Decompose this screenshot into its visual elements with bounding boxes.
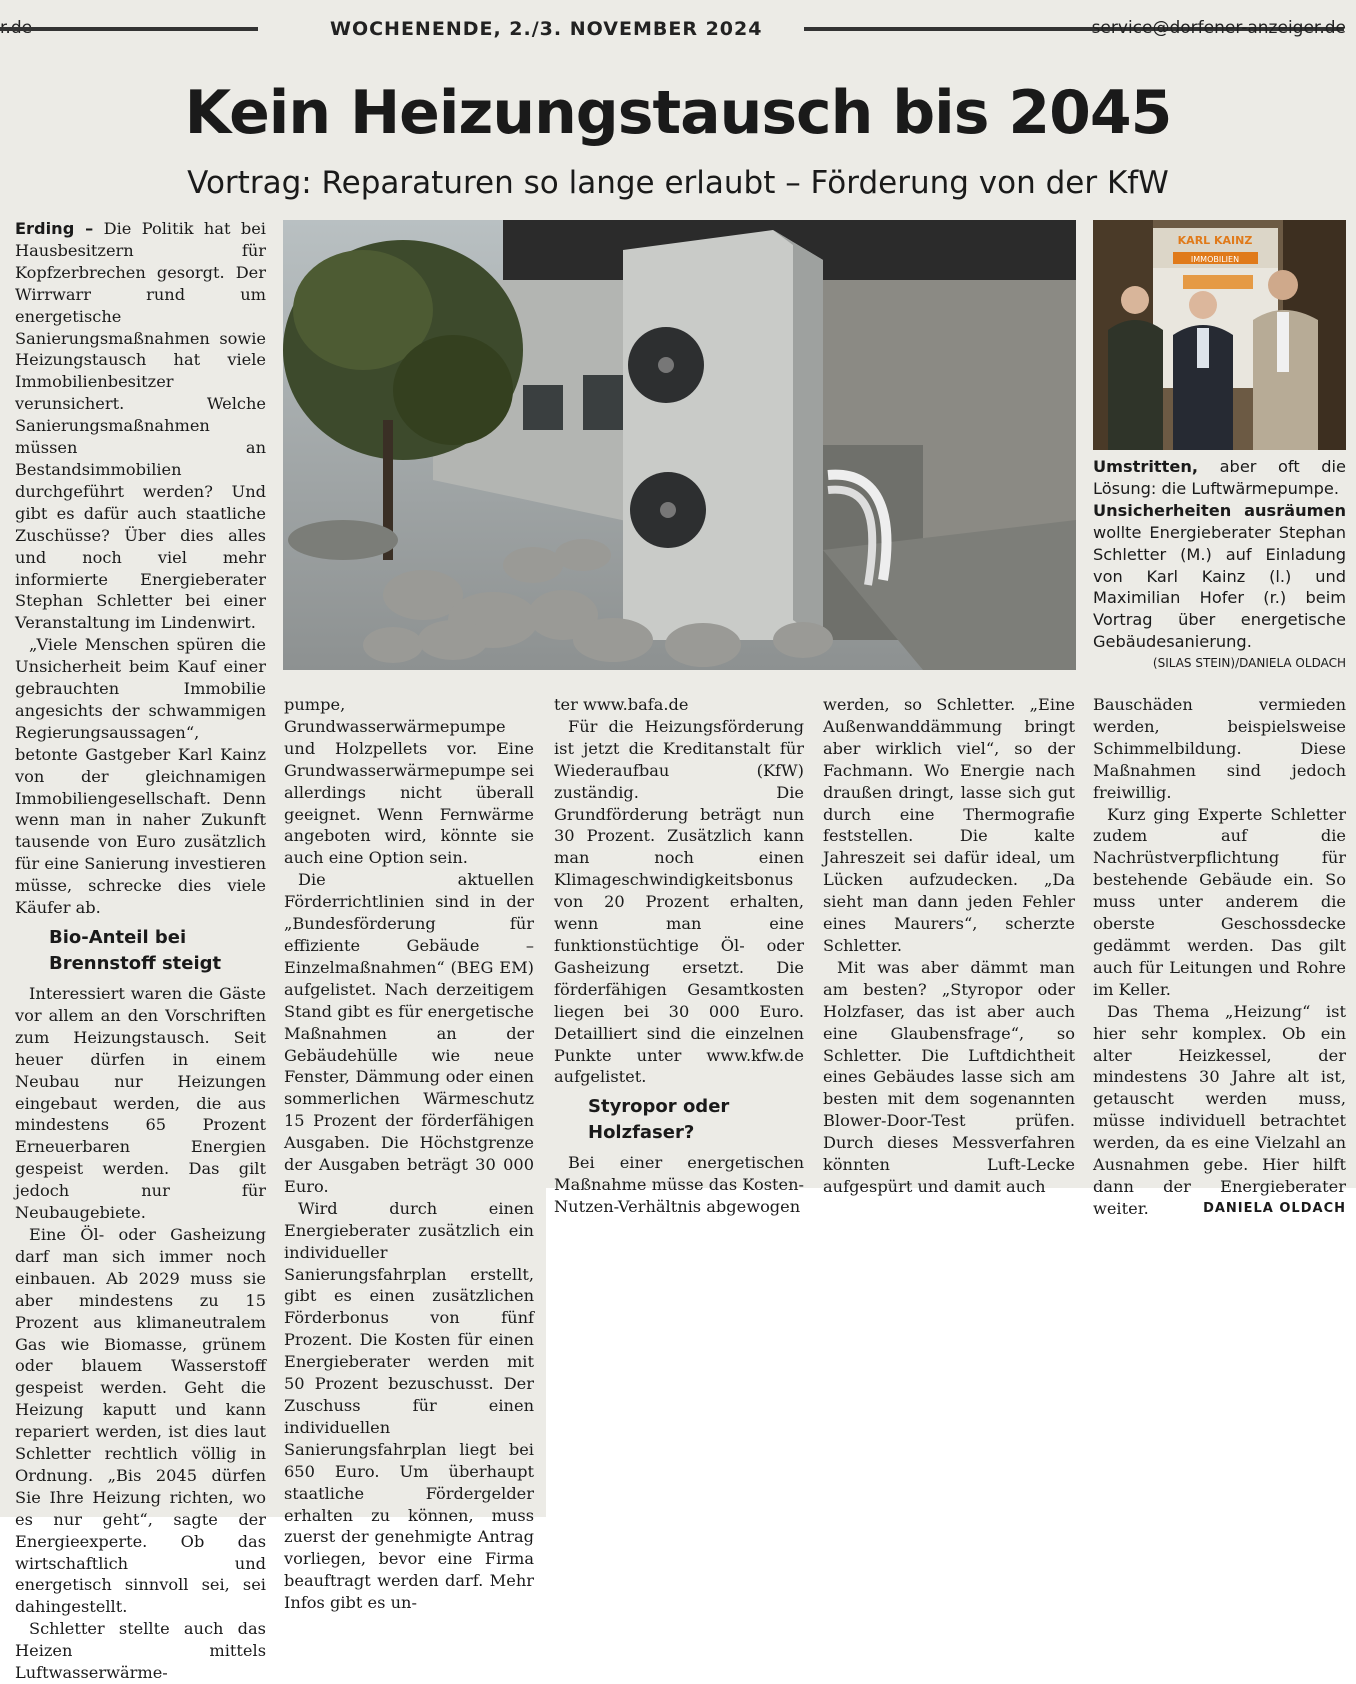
masthead-rule-left xyxy=(0,27,258,31)
column-4 xyxy=(823,694,1075,1198)
banner-line1: KARL KAINZ xyxy=(1177,234,1253,247)
caption-lead-2: Unsicherheiten ausräumen xyxy=(1093,500,1346,520)
caption-text-1: aber oft die Lösung: die Luftwärmepumpe. xyxy=(1093,457,1346,498)
col2-paragraph-3: Wird durch einen Energieberater zusätzlich ein individueller Sanierungsfahrplan erstellt, gibt es einen zusätzlichen Förderbonus von fünf Prozent. Die Kosten für einen Energieberater werden mit 50 Prozent bezuschusst. Der Zuschuss für einen individuellen Sanierungsfahrplan liegt bei 650 Euro. Um überhaupt staatliche Fördergelder erhalten zu können, muss zuerst der genehmigte Antrag vorliegen, bevor eine Firma beauftragt werden darf. Mehr Infos gibt es un- xyxy=(284,1198,534,1613)
subheading-styropor: Styropor oder Holzfaser? xyxy=(588,1096,730,1144)
author-byline: DANIELA OLDACH xyxy=(1203,1200,1346,1216)
col5-paragraph-3: Das Thema „Heizung“ ist hier sehr komplex. Ob ein alter Heizkessel, der mindestens 30 Jahre alt ist, getauscht werden muss, müsse individuell betrachtet werden, da es eine Vielzahl an Ausnahmen gebe. Hier hilft dann der Energieberater weiter. xyxy=(1093,1001,1346,1218)
masthead-email: service@dorfener-anzeiger.de xyxy=(1091,18,1346,38)
column-3 xyxy=(554,694,804,1218)
col3-paragraph-2: Für die Heizungsförderung ist jetzt die Kreditanstalt für Wiederaufbau (KfW) zuständig. Die Grundförderung beträgt nun 30 Prozent. Zusätzlich kann man noch einen Klimageschwindigkeitsbonus von 20 Prozent erhalten, wenn man eine funktionstüchtige Öl- oder Gasheizung ersetzt. Die förderfähigen Gesamtkosten liegen bei 30 000 Euro. Detailliert sind die einzelnen Punkte unter www.kfw.de aufgelistet. xyxy=(554,716,804,1087)
col3-paragraph-1: ter www.bafa.de xyxy=(554,695,689,714)
col1-paragraph-4: Eine Öl- oder Gasheizung darf man sich immer noch einbauen. Ab 2029 muss sie aber mindestens zu 15 Prozent aus klimaneutralem Gas wie Biomasse, grünem oder blauem Wasserstoff gespeist werden. Geht die Heizung kaputt und kann repariert werden, ist dies laut Schletter rechtlich völlig in Ordnung. „Bis 2045 dürfen Sie Ihre Heizung richten, wo es nur geht“, sagte der Energieexperte. Ob das wirtschaftlich und energetisch sinnvoll sei, sei dahingestellt. xyxy=(15,1224,266,1617)
col1-paragraph-2: „Viele Menschen spüren die Unsicherheit beim Kauf einer gebrauchten Immobilie angesichts der schwammigen Regierungsaussagen“, betonte Gastgeber Karl Kainz von der gleichnamigen Immobiliengesellschaft. Denn wenn man in naher Zukunft tausende von Euro zusätzlich für eine Sanierung investieren müsse, schrecke dies viele Käufer ab. xyxy=(15,635,266,918)
heat-pump-photo xyxy=(283,220,1076,670)
col1-paragraph-3: Interessiert waren die Gäste vor allem an den Vorschriften zum Heizungstausch. Seit heuer dürfen in einem Neubau nur Heizungen eingebaut werden, die aus mindestens 65 Prozent Erneuerbaren Energien gespeist werden. Das gilt jedoch nur für Neubaugebiete. xyxy=(15,984,266,1223)
caption-text-2: wollte Energieberater Stephan Schletter (M.) auf Einladung von Karl Kainz (l.) und Maximilian Hofer (r.) beim Vortrag über energetische Gebäudesanierung. xyxy=(1093,522,1346,652)
col4-paragraph-2: Mit was aber dämmt man am besten? „Styropor oder Holzfaser, das ist aber auch eine Glaubensfrage“, so Schletter. Die Luftdichtheit eines Gebäudes lasse sich am besten mit dem sogenannten Blower-Door-Test prüfen. Durch dieses Messverfahren könnten Luft-Lecke aufgespürt und damit auch xyxy=(823,957,1075,1196)
column-2 xyxy=(284,694,534,1614)
col1-paragraph-1: Die Politik hat bei Hausbesitzern für Kopfzerbrechen gesorgt. Der Wirrwarr rund um energetische Sanierungsmaßnahmen sowie Heizungstausch hat viele Immobilienbesitzer verunsichert. Welche Sanierungsmaßnahmen müssen an Bestandsimmobilien durchgeführt werden? Und gibt es dafür auch staatliche Zuschüsse? Über dies alles und noch viel mehr informierte Energieberater Stephan Schletter bei einer Veranstaltung im Lindenwirt. xyxy=(15,219,266,633)
col4-paragraph-1: werden, so Schletter. „Eine Außenwanddämmung bringt aber wirklich viel“, so der Fachmann. Wo Energie nach draußen dringt, lasse sich gut durch eine Thermografie feststellen. Die kalte Jahreszeit sei dafür ideal, um Lücken aufzudecken. „Da sieht man dann jeden Fehler eines Maurers“, scherzte Schletter. xyxy=(823,695,1075,955)
subheadline: Vortrag: Reparaturen so lange erlaubt – Förderung von der KfW xyxy=(187,165,1169,201)
masthead-date: WOCHENENDE, 2./3. NOVEMBER 2024 xyxy=(330,18,763,40)
column-1 xyxy=(15,218,266,1684)
caption-lead-1: Umstritten, xyxy=(1093,457,1199,476)
col3-paragraph-3: Bei einer energetischen Maßnahme müsse das Kosten-Nutzen-Verhältnis abgewogen xyxy=(554,1153,804,1217)
event-photo xyxy=(1093,220,1346,450)
headline: Kein Heizungstausch bis 2045 xyxy=(184,78,1172,148)
photo-caption xyxy=(1093,456,1346,653)
banner-line2: IMMOBILIEN xyxy=(1190,255,1240,264)
col2-paragraph-1: pumpe, Grundwasserwärmepumpe und Holzpellets vor. Eine Grundwasserwärmepumpe sei allerdings nicht überall geeignet. Wenn Fernwärme angeboten wird, könnte sie auch eine Option sein. xyxy=(284,695,534,868)
column-5 xyxy=(1093,694,1346,1220)
col2-paragraph-2: Die aktuellen Förderrichtlinien sind in der „Bundesförderung für effiziente Gebäude – Einzelmaßnahmen“ (BEG EM) aufgelistet. Nach derzeitigem Stand gibt es für energetische Maßnahmen an der Gebäudehülle wie neue Fenster, Dämmung oder einen sommerlichen Wärmeschutz 15 Prozent der förderfähigen Ausgaben. Die Höchstgrenze der Ausgaben beträgt 30 000 Euro. xyxy=(284,870,534,1196)
subheading-bio-anteil: Bio-Anteil bei Brennstoff steigt xyxy=(49,927,222,974)
col5-paragraph-1: Bauschäden vermieden werden, beispielsweise Schimmelbildung. Diese Maßnahmen sind jedoch freiwillig. xyxy=(1093,695,1346,802)
photo-credit: (SILAS STEIN)/DANIELA OLDACH xyxy=(1152,656,1346,670)
dateline: Erding – xyxy=(15,219,94,238)
col1-paragraph-5: Schletter stellte auch das Heizen mittels Luftwasserwärme- xyxy=(15,1619,266,1683)
col5-paragraph-2: Kurz ging Experte Schletter zudem auf die Nachrüstverpflichtung für bestehende Gebäude ein. So muss unter anderem die oberste Geschossdecke gedämmt werden. Das gilt auch für Leitungen und Rohre im Keller. xyxy=(1093,804,1346,999)
